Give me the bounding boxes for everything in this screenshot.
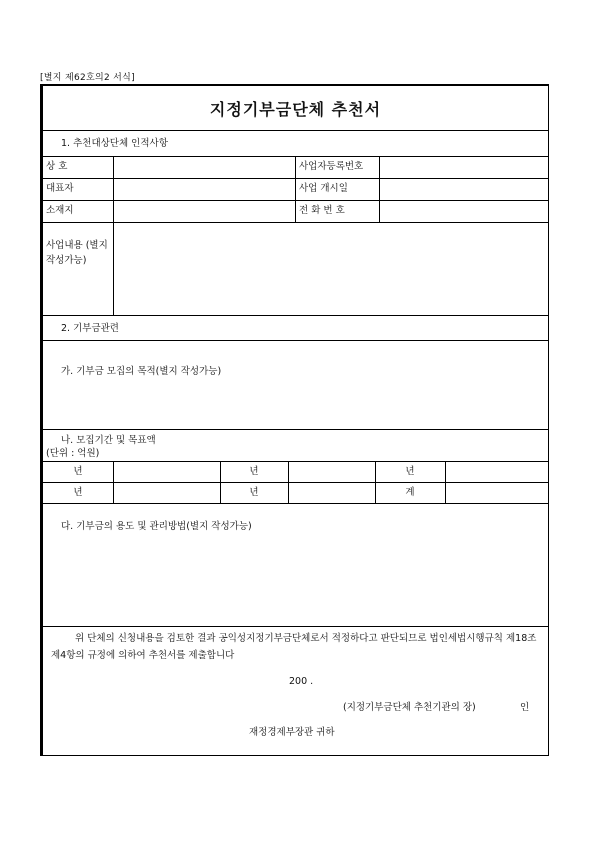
business-start-date-label: 사업 개시일 [299,183,348,194]
section2-heading: 2. 기부금관련 [61,323,119,334]
representative-label: 대표자 [46,183,74,194]
period-target-label: 나. 모집기간 및 목표액 [61,435,156,446]
form-reference: [별지 제62호의2 서식] [40,73,135,83]
period-year-5: 년 [249,487,259,498]
business-content-label: 사업내용 (별지작성가능) [46,240,108,266]
period-year-2: 년 [249,466,259,477]
form-title: 지정기부금단체 추천서 [43,86,548,131]
period-year-4: 년 [73,487,83,498]
period-year-3: 년 [405,466,415,477]
period-total-label: 계 [405,487,415,498]
address-label: 소재지 [46,205,74,216]
usage-management-label: 다. 기부금의 용도 및 관리방법(별지 작성가능) [61,521,252,532]
signer-title: (지정기부금단체 추천기관의 장) [343,702,476,713]
donation-purpose-label: 가. 기부금 모집의 목적(별지 작성가능) [61,366,222,377]
date-line: 200 . [289,676,314,687]
addressee: 재정경제부장관 귀하 [249,727,335,738]
unit-label: (단위 : 억원) [46,448,100,459]
seal-mark: 인 [520,702,530,713]
phone-number-label: 전 화 번 호 [299,205,345,216]
trade-name-label: 상 호 [46,161,68,172]
recommendation-form [40,84,549,756]
period-year-1: 년 [73,466,83,477]
recommendation-statement: 위 단체의 신청내용을 검토한 결과 공익성지정기부금단체로서 적정하다고 판단되므로 법인세법시행규칙 제18조제4항의 규정에 의하여 추천서를 제출합니다 [51,633,537,661]
section1-heading: 1. 추천대상단체 인적사항 [61,138,168,149]
business-registration-number-label: 사업자등록번호 [299,161,364,172]
